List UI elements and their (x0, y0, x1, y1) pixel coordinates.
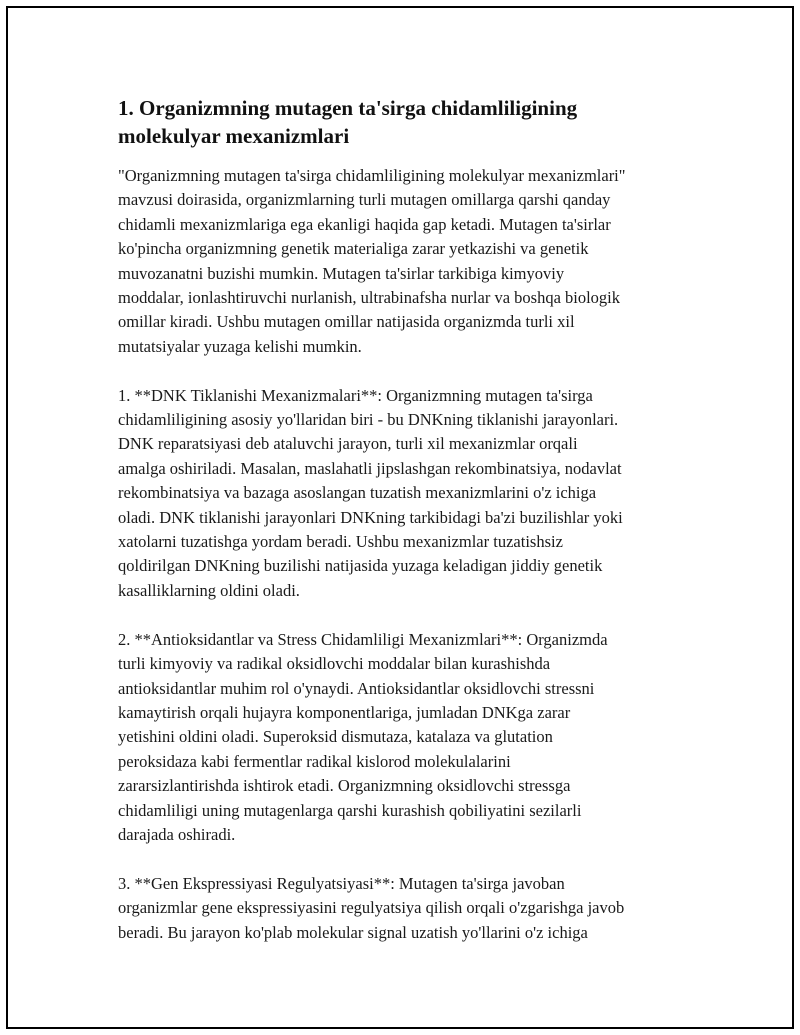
paragraph-gene-expression: 3. **Gen Ekspressiyasi Regulyatsiyasi**: Mutagen ta'sirga javoban organizmlar gene ekspressiyasini regulyatsiya qilish orqali o'zgarishga javob beradi. Bu jarayon ko'plab molekular signal uzatish yo'llarini o'z ichiga (118, 873, 625, 942)
intro-paragraph: "Organizmning mutagen ta'sirga chidamliligining molekulyar mexanizmlari" mavzusi doirasida, organizmlarning turli mutagen omillarga qarshi qanday chidamli mexanizmlariga ega ekanligi haqida gap ketadi. Mutagen ta'sirlar ko'pincha organizmning genetik materialiga zarar yetkazishi va genetik muvozanatni buzishi mumkin. Mutagen ta'sirlar tarkibiga kimyoviy moddalar, ionlashtiruvchi nurlanish, ultrabinafsha nurlar va boshqa biologik omillar kiradi. Ushbu mutagen omillar natijasida organizmda turli xil mutatsiyalar yuzaga kelishi mumkin. (118, 166, 626, 356)
document-body (118, 94, 698, 969)
paragraph-dna-repair: 1. **DNK Tiklanishi Mexanizmalari**: Organizmning mutagen ta'sirga chidamliligining asosiy yo'llaridan biri - bu DNKning tiklanishi jarayonlari. DNK reparatsiyasi deb ataluvchi jarayon, turli xil mexanizmlar orqali amalga oshiriladi. Masalan, maslahatli jipslashgan rekombinatsiya, nodavlat rekombinatsiya va bazaga asoslangan tuzatish mexanizmlarini o'z ichiga oladi. DNK tiklanishi jarayonlari DNKning tarkibidagi ba'zi buzilishlar yoki xatolarni tuzatishga yordam beradi. Ushbu mexanizmlar tuzatishsiz qoldirilgan DNKning buzilishi natijasida yuzaga keladigan jiddiy genetik kasalliklarning oldini oladi. (118, 385, 623, 600)
paragraph-antioxidants: 2. **Antioksidantlar va Stress Chidamliligi Mexanizmlari**: Organizmda turli kimyoviy va radikal oksidlovchi moddalar bilan kurashishda antioksidantlar muhim rol o'ynaydi. Antioksidantlar oksidlovchi stressni kamaytirish orqali hujayra komponentlariga, jumladan DNKga zarar yetishini oldini oladi. Superoksid dismutaza, katalaza va glutation peroksidaza kabi fermentlar radikal kislorod molekulalarini zararsizlantirishda ishtirok etadi. Organizmning oksidlovchi stressga chidamliligi uning mutagenlarga qarshi kurashish qobiliyatini sezilarli darajada oshiradi. (118, 629, 608, 844)
section-heading: 1. Organizmning mutagen ta'sirga chidamliligining molekulyar mexanizmlari (118, 96, 578, 148)
